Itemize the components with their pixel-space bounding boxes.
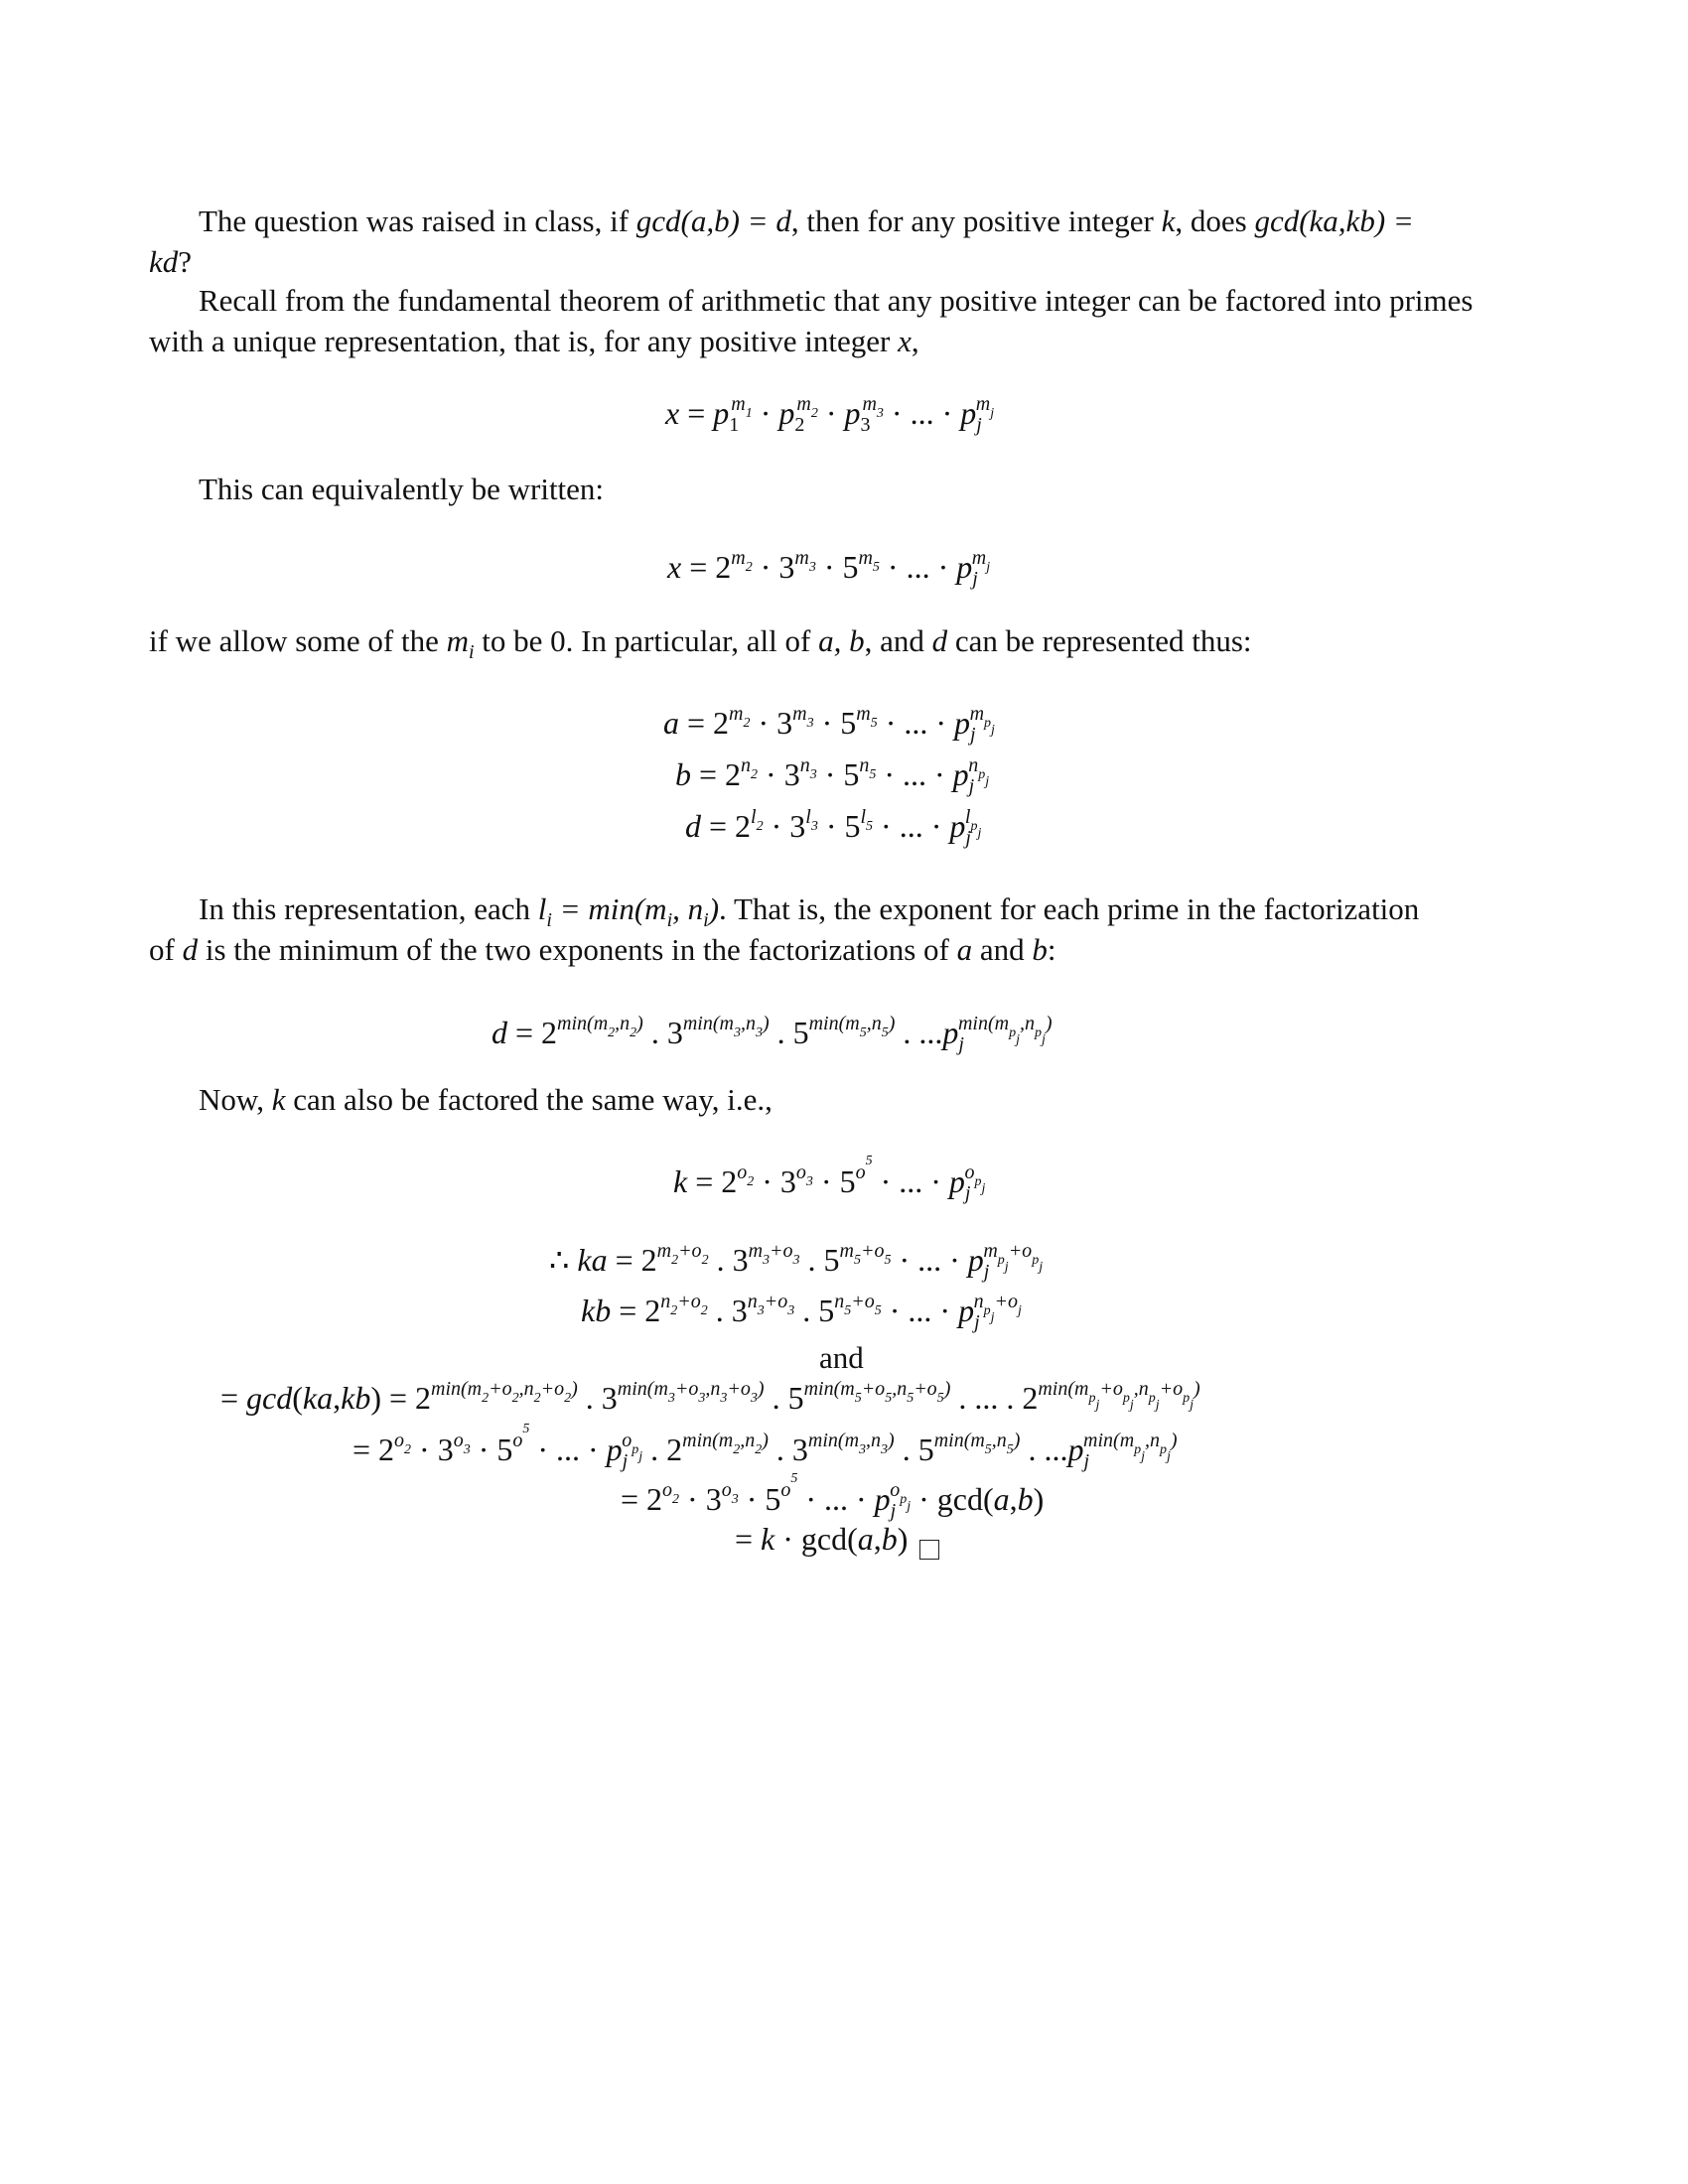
- equation-gcd-split: = $2^{o_2} \cdot 3^{o_3} \cdot 5^{o^5}$ · ... · $p_j^{o_{p_j}}$ . $2^{min(m_2,n_2)}$ . $3^{min(m_3,n_3)}$ . $5^{min(m_5,n_5)}$ . $...p_j^{min(m_{p_j},n_{p_j})}$: [352, 1422, 1178, 1472]
- equation-k-times-gcd-expanded: = $2^{o_2} \cdot 3^{o_3} \cdot 5^{o^5}$ · ... · $p_j^{o_{p_j}} \cdot \gcd(a,b)$: [621, 1471, 1045, 1522]
- equation-b-factorization: $b = 2^{n_2} \cdot 3^{n_3} \cdot 5^{n_5}$ · ... · $p_j^{n_{p_j}}$: [675, 754, 990, 797]
- equation-a-factorization: $a = 2^{m_2} \cdot 3^{m_3} \cdot 5^{m_5}$ · ... · $p_j^{m_{p_j}}$: [663, 703, 995, 746]
- math-inline: d: [931, 623, 948, 658]
- paragraph-allow-zero: [149, 623, 1252, 663]
- math-subscript: i: [703, 909, 709, 931]
- math-inline: , n: [672, 891, 704, 926]
- text: can also be factored the same way, i.e.,: [285, 1082, 773, 1117]
- math-subscript: i: [468, 641, 475, 663]
- text: , does: [1175, 204, 1255, 238]
- paragraph-equivalently: [199, 472, 604, 507]
- paragraph-representation-line1: [199, 891, 1420, 931]
- math-inline: kd: [149, 244, 179, 279]
- text: with a unique representation, that is, for any positive integer: [149, 324, 899, 358]
- equation-gcd-ka-kb: = $\gcd(ka,kb) = 2^{min(m_2+o_2,n_2+o_2)}$ . $3^{min(m_3+o_3,n_3+o_3)}$ . $5^{min(m_5+o_5,n_5+o_5)}$ . ... . $2^{min(m_{p_j}+o_{p_j},n_{p_j}+o_{p_j})}$: [220, 1378, 1200, 1416]
- text: The question was raised in class, if: [199, 204, 636, 238]
- text: and: [819, 1340, 864, 1375]
- math-subscript: i: [546, 909, 552, 931]
- connector-and: [819, 1340, 864, 1376]
- equation-k-factorization: $k = 2^{o_2} \cdot 3^{o_3} \cdot 5^{o^5}$ · ... · $p_j^{o_{p_j}}$: [673, 1154, 986, 1204]
- text: ,: [911, 324, 919, 358]
- math-inline: ): [708, 891, 720, 926]
- text: :: [1047, 932, 1056, 967]
- math-inline: a: [956, 932, 973, 967]
- equation-ka-factorization: ∴ ka = $2^{m_2+o_2}$ . $3^{m_3+o_3}$ . $5^{m_5+o_5}$ · ... · $p_j^{m_{p_j}+o_{p_j}}$: [549, 1240, 1044, 1283]
- math-inline: gcd(ka,kb) =: [1254, 204, 1414, 238]
- paragraph-representation-line2: [149, 932, 1055, 968]
- math-inline: gcd(a,b) = d: [635, 204, 791, 238]
- math-inline: m: [446, 623, 469, 658]
- text: and: [972, 932, 1033, 967]
- equation-kb-factorization: kb = $2^{n_2+o_2}$ . $3^{n_3+o_3}$ . $5^{n_5+o_5}$ · ... · $p_j^{n_{p_j}+o_j}$: [581, 1291, 1022, 1333]
- equation-final-result: = k · gcd(a,b): [735, 1521, 939, 1560]
- equation-d-min-form: $d = 2^{min(m_2,n_2)}$ . $3^{min(m_3,n_3)}$ . $5^{min(m_5,n_5)}$ . $...p_j^{min(m_{p_j},n_{p_j})}$: [492, 1013, 1053, 1055]
- text: Now,: [199, 1082, 272, 1117]
- math-inline: b: [1032, 932, 1048, 967]
- math-inline: = min(m: [551, 891, 667, 926]
- text: can be represented thus:: [947, 623, 1252, 658]
- paragraph-recall-line1: [199, 283, 1473, 319]
- math-inline: x: [898, 324, 912, 358]
- math-inline: k: [271, 1082, 286, 1117]
- qed-square-icon: [919, 1540, 939, 1560]
- text: , and: [864, 623, 932, 658]
- math-inline: k: [1161, 204, 1176, 238]
- text: Recall from the fundamental theorem of arithmetic that any positive integer can be factored into primes: [199, 283, 1474, 318]
- text: is the minimum of the two exponents in the factorizations of: [198, 932, 957, 967]
- text: . That is, the exponent for each prime in the factorization: [719, 891, 1420, 926]
- math-inline: d: [182, 932, 199, 967]
- paragraph-recall-line2: [149, 324, 919, 359]
- equation-prime-factorization: $x = p_1^{m_1} \cdot p_2^{m_2} \cdot p_3^{m_3}$ · ... · $p_j^{m_j}$: [665, 393, 995, 436]
- math-inline: l: [537, 891, 547, 926]
- text: In this representation, each: [199, 891, 538, 926]
- text: to be 0. In particular, all of: [474, 623, 819, 658]
- math-subscript: i: [666, 909, 673, 931]
- text: of: [149, 932, 183, 967]
- math-inline: a, b: [818, 623, 865, 658]
- equation-d-factorization: $d = 2^{l_2} \cdot 3^{l_3} \cdot 5^{l_5}$ · ... · $p_j^{l_{p_j}}$: [685, 806, 982, 849]
- equation-prime-factorization-2: $x = 2^{m_2} \cdot 3^{m_3} \cdot 5^{m_5}$ · ... · $p_j^{m_j}$: [667, 547, 991, 590]
- text: , then for any positive integer: [790, 204, 1162, 238]
- paragraph-k-factored: [199, 1082, 773, 1118]
- text: if we allow some of the: [149, 623, 447, 658]
- paragraph-question: [149, 201, 1541, 282]
- text: ?: [178, 244, 193, 279]
- text: This can equivalently be written:: [199, 472, 605, 506]
